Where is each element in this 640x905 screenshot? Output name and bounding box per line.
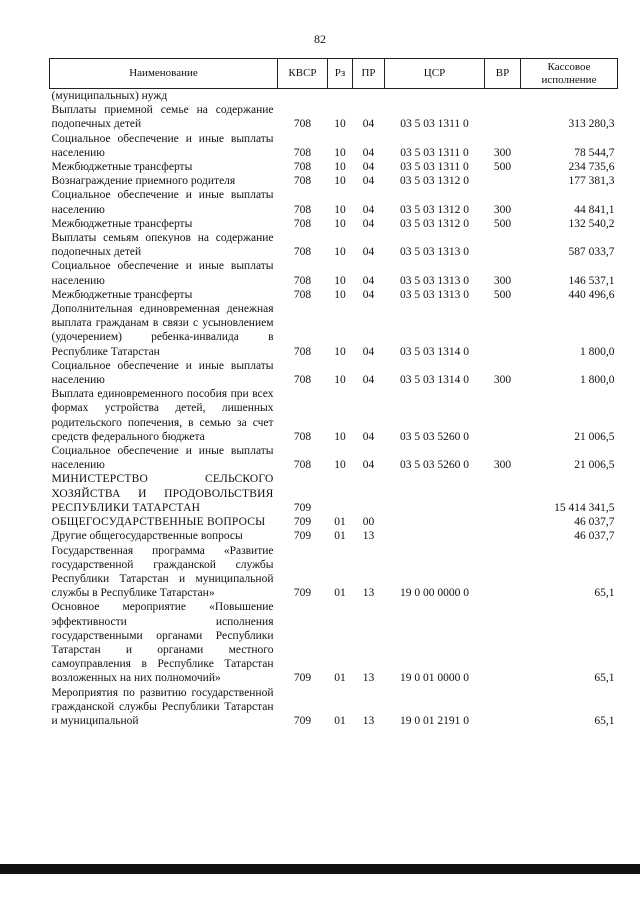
cell-kvsr: 709 xyxy=(293,530,312,543)
cell-name: Социальное обеспечение и иные выплаты населению xyxy=(51,445,274,472)
cell-vr xyxy=(485,472,521,515)
cell-vr xyxy=(485,174,521,188)
cell-pr xyxy=(353,472,385,515)
cell-kvsr: 709 xyxy=(293,587,312,600)
cell-csr: 19 0 00 0000 0 xyxy=(400,587,469,600)
cell-kvsr: 708 xyxy=(293,246,312,259)
cell-vr xyxy=(485,231,521,259)
table-row xyxy=(50,231,618,259)
budget-table-container xyxy=(49,58,617,728)
cell-sum: 78 544,7 xyxy=(574,146,615,159)
cell-rz: 10 xyxy=(334,459,346,472)
cell-pr: 04 xyxy=(362,217,375,230)
cell-pr: 13 xyxy=(362,587,375,600)
cell-kvsr: 709 xyxy=(293,516,312,529)
cell-vr xyxy=(485,515,521,529)
cell-vr: 500 xyxy=(493,217,512,230)
table-row xyxy=(50,472,618,515)
cell-pr: 04 xyxy=(362,430,375,443)
table-body xyxy=(50,89,618,729)
cell-name: Вознаграждение приемного родителя xyxy=(51,175,236,188)
cell-vr xyxy=(485,302,521,359)
cell-kvsr: 708 xyxy=(293,118,312,131)
cell-kvsr: 708 xyxy=(293,459,312,472)
cell-name: Социальное обеспечение и иные выплаты населению xyxy=(51,260,274,287)
header-csr: ЦСР xyxy=(385,59,485,89)
cell-pr xyxy=(353,89,385,104)
cell-name: МИНИСТЕРСТВО СЕЛЬСКОГО ХОЗЯЙСТВА И ПРОДОВОЛЬСТВИЯ РЕСПУБЛИКИ ТАТАРСТАН xyxy=(51,473,274,514)
cell-vr: 300 xyxy=(493,459,512,472)
cell-sum: 440 496,6 xyxy=(568,288,615,301)
table-row xyxy=(50,217,618,231)
cell-rz: 10 xyxy=(334,246,346,259)
cell-csr: 03 5 03 5260 0 xyxy=(400,459,469,472)
cell-rz: 10 xyxy=(334,430,346,443)
cell-kvsr: 708 xyxy=(293,274,312,287)
table-row xyxy=(50,387,618,444)
cell-sum: 46 037,7 xyxy=(574,530,615,543)
cell-kvsr: 709 xyxy=(293,501,312,514)
cell-vr xyxy=(485,529,521,543)
cell-sum: 234 735,6 xyxy=(568,161,615,174)
cell-rz: 10 xyxy=(334,175,346,188)
table-row xyxy=(50,359,618,387)
cell-vr xyxy=(485,89,521,104)
table-row xyxy=(50,103,618,131)
cell-pr: 13 xyxy=(362,714,375,727)
cell-csr: 03 5 03 1312 0 xyxy=(400,175,469,188)
cell-kvsr: 708 xyxy=(293,430,312,443)
cell-kvsr: 708 xyxy=(293,146,312,159)
cell-name: Социальное обеспечение и иные выплаты населению xyxy=(51,359,274,387)
cell-csr: 03 5 03 1313 0 xyxy=(400,246,469,259)
cell-kvsr: 709 xyxy=(293,714,312,727)
cell-csr: 03 5 03 1312 0 xyxy=(400,217,469,230)
cell-sum: 46 037,7 xyxy=(574,516,615,529)
cell-sum: 177 381,3 xyxy=(568,175,615,188)
cell-pr: 04 xyxy=(362,374,375,387)
cell-pr: 04 xyxy=(362,274,375,287)
cell-pr: 04 xyxy=(362,175,375,188)
cell-kvsr: 709 xyxy=(293,672,312,685)
cell-rz: 10 xyxy=(334,161,346,174)
cell-csr: 03 5 03 1314 0 xyxy=(400,374,469,387)
cell-csr: 03 5 03 1312 0 xyxy=(400,203,469,216)
header-pr: ПР xyxy=(353,59,385,89)
cell-sum: 313 280,3 xyxy=(568,118,615,131)
header-rz: Рз xyxy=(328,59,353,89)
cell-name: Социальное обеспечение и иные выплаты населению xyxy=(51,189,274,216)
cell-csr: 19 0 01 2191 0 xyxy=(400,714,469,727)
cell-pr: 04 xyxy=(362,345,375,358)
cell-sum: 65,1 xyxy=(594,714,615,727)
cell-kvsr xyxy=(278,89,328,104)
cell-csr: 03 5 03 1313 0 xyxy=(400,274,469,287)
cell-sum: 15 414 341,5 xyxy=(554,501,615,514)
header-name: Наименование xyxy=(50,59,278,89)
cell-name: Выплаты приемной семье на содержание подопечных детей xyxy=(51,104,274,131)
cell-sum: 21 006,5 xyxy=(574,459,615,472)
cell-pr: 04 xyxy=(362,459,375,472)
cell-sum xyxy=(521,89,618,104)
cell-name: Государственная программа «Развитие государственной гражданской службы Республики Татарстан и муниципальной службы в Республике Татарстан» xyxy=(51,544,274,600)
cell-vr xyxy=(485,686,521,729)
table-row xyxy=(50,288,618,302)
cell-rz: 10 xyxy=(334,374,346,387)
cell-name: Мероприятия по развитию государственной гражданской службы Республики Татарстан и муниципальной xyxy=(51,686,274,727)
table-row xyxy=(50,544,618,601)
cell-rz: 01 xyxy=(334,516,346,529)
cell-vr xyxy=(485,103,521,131)
cell-sum: 65,1 xyxy=(594,672,615,685)
table-row xyxy=(50,132,618,160)
table-row xyxy=(50,686,618,729)
cell-rz: 01 xyxy=(334,672,346,685)
cell-csr xyxy=(385,515,485,529)
cell-rz: 01 xyxy=(334,714,346,727)
cell-rz: 01 xyxy=(334,530,346,543)
cell-pr: 04 xyxy=(362,246,375,259)
budget-execution-table xyxy=(49,58,618,728)
table-row xyxy=(50,188,618,216)
cell-pr: 04 xyxy=(362,118,375,131)
cell-sum: 587 033,7 xyxy=(568,246,615,259)
table-row xyxy=(50,160,618,174)
cell-name: Межбюджетные трансферты xyxy=(51,161,193,174)
cell-name: Дополнительная единовременная денежная выплата гражданам в связи с усыновлением (удочерением) ребенка-инвалида в Республике Татарстан xyxy=(51,303,274,358)
cell-pr: 04 xyxy=(362,161,375,174)
table-row xyxy=(50,600,618,685)
cell-kvsr: 708 xyxy=(293,175,312,188)
cell-kvsr: 708 xyxy=(293,203,312,216)
cell-sum: 44 841,1 xyxy=(574,203,615,216)
table-row xyxy=(50,89,618,104)
cell-kvsr: 708 xyxy=(293,374,312,387)
cell-csr xyxy=(385,529,485,543)
cell-rz: 10 xyxy=(334,203,346,216)
table-row xyxy=(50,529,618,543)
cell-rz xyxy=(328,472,353,515)
cell-csr: 03 5 03 1314 0 xyxy=(400,345,469,358)
cell-name: (муниципальных) нужд xyxy=(51,90,168,102)
cell-sum: 146 537,1 xyxy=(568,274,615,287)
header-kvsr: КВСР xyxy=(278,59,328,89)
cell-rz: 10 xyxy=(334,274,346,287)
cell-name: Другие общегосударственные вопросы xyxy=(51,530,243,543)
cell-pr: 13 xyxy=(362,672,375,685)
cell-rz: 10 xyxy=(334,345,346,358)
cell-name: Межбюджетные трансферты xyxy=(51,217,193,230)
cell-kvsr: 708 xyxy=(293,345,312,358)
cell-csr: 03 5 03 1313 0 xyxy=(400,288,469,301)
cell-csr: 03 5 03 1311 0 xyxy=(400,118,469,131)
cell-pr: 04 xyxy=(362,146,375,159)
cell-vr: 300 xyxy=(493,146,512,159)
table-row xyxy=(50,302,618,359)
cell-csr xyxy=(385,472,485,515)
cell-vr: 300 xyxy=(493,203,512,216)
cell-kvsr: 708 xyxy=(293,217,312,230)
cell-pr: 00 xyxy=(362,516,375,529)
cell-sum: 1 800,0 xyxy=(580,345,615,358)
cell-rz: 10 xyxy=(334,118,346,131)
cell-sum: 65,1 xyxy=(594,587,615,600)
cell-csr: 19 0 01 0000 0 xyxy=(400,672,469,685)
table-row xyxy=(50,515,618,529)
cell-name: Основное мероприятие «Повышение эффективности исполнения государственными органами Республики Татарстан и органами местного самоуправления в Республике Татарстан возложенных на них полномочий» xyxy=(51,601,274,685)
cell-sum: 1 800,0 xyxy=(580,374,615,387)
cell-rz: 10 xyxy=(334,288,346,301)
cell-rz xyxy=(328,89,353,104)
cell-sum: 21 006,5 xyxy=(574,430,615,443)
cell-name: Социальное обеспечение и иные выплаты населению xyxy=(51,132,274,159)
cell-pr: 13 xyxy=(362,530,375,543)
cell-rz: 10 xyxy=(334,146,346,159)
header-vr: ВР xyxy=(485,59,521,89)
cell-csr xyxy=(385,89,485,104)
cell-vr xyxy=(485,387,521,444)
cell-pr: 04 xyxy=(362,288,375,301)
cell-vr xyxy=(485,544,521,601)
cell-csr: 03 5 03 1311 0 xyxy=(400,146,469,159)
cell-rz: 01 xyxy=(334,587,346,600)
cell-name: Выплаты семьям опекунов на содержание подопечных детей xyxy=(51,232,274,259)
cell-name: ОБЩЕГОСУДАРСТВЕННЫЕ ВОПРОСЫ xyxy=(51,516,266,529)
table-row xyxy=(50,259,618,287)
cell-pr: 04 xyxy=(362,203,375,216)
scan-bottom-edge xyxy=(0,864,640,874)
table-header xyxy=(50,59,618,89)
cell-vr xyxy=(485,600,521,685)
cell-name: Межбюджетные трансферты xyxy=(51,288,193,301)
table-row xyxy=(50,174,618,188)
cell-vr: 500 xyxy=(493,161,512,174)
cell-vr: 300 xyxy=(493,374,512,387)
cell-kvsr: 708 xyxy=(293,288,312,301)
cell-vr: 300 xyxy=(493,274,512,287)
cell-kvsr: 708 xyxy=(293,161,312,174)
table-row xyxy=(50,444,618,472)
cell-rz: 10 xyxy=(334,217,346,230)
cell-sum: 132 540,2 xyxy=(568,217,615,230)
cell-name: Выплата единовременного пособия при всех формах устройства детей, лишенных родительского попечения, в семью за счет средств федерального бюджета xyxy=(51,388,274,443)
cell-csr: 03 5 03 1311 0 xyxy=(400,161,469,174)
page-number: 82 xyxy=(314,32,326,46)
cell-csr: 03 5 03 5260 0 xyxy=(400,430,469,443)
cell-vr: 500 xyxy=(493,288,512,301)
header-sum: Кассовое исполнение xyxy=(521,59,618,89)
